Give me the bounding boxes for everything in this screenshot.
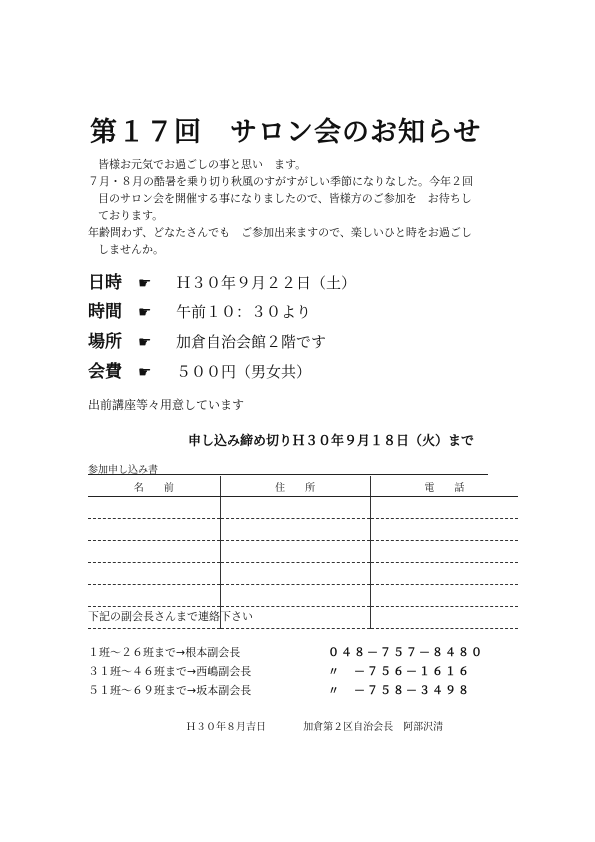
phone-cell[interactable] xyxy=(370,607,518,629)
contact-phone: 〃 －７５６－１６１６ xyxy=(328,664,471,678)
address-cell[interactable] xyxy=(220,585,370,607)
name-cell[interactable] xyxy=(88,519,220,541)
detail-fee xyxy=(88,357,311,382)
address-cell[interactable] xyxy=(220,563,370,585)
phone-cell[interactable] xyxy=(370,497,518,519)
page-title: 第１７回 サロン会のお知らせ xyxy=(90,117,482,148)
address-cell[interactable] xyxy=(220,541,370,563)
pointing-hand-icon: ☛ xyxy=(138,274,152,292)
form-row xyxy=(88,519,518,541)
column-header-phone: 電 話 xyxy=(370,476,518,497)
contact-row xyxy=(88,680,484,699)
form-label: 参加申し込み書 xyxy=(88,465,158,476)
intro-text xyxy=(88,156,528,258)
detail-label: 日時 xyxy=(88,273,122,293)
phone-cell[interactable] xyxy=(370,519,518,541)
detail-label: 時間 xyxy=(88,302,122,322)
footer xyxy=(186,718,443,733)
form-top-rule xyxy=(88,474,488,475)
contact-instruction: 下記の副会長さんまで連絡下さい xyxy=(88,610,253,623)
name-cell[interactable] xyxy=(88,585,220,607)
detail-value: 加倉自治会館２階です xyxy=(176,333,327,351)
pointing-hand-icon: ☛ xyxy=(138,333,152,351)
form-row xyxy=(88,497,518,519)
detail-label: 場所 xyxy=(88,332,122,352)
detail-time xyxy=(88,297,311,322)
koza-note: 出前講座等々用意しています xyxy=(88,398,245,412)
pointing-hand-icon: ☛ xyxy=(138,363,152,381)
intro-line: ７月・８月の酷暑を乗り切り秋風のすがすがしい季節になりなした。今年２回 xyxy=(88,175,473,188)
name-cell[interactable] xyxy=(88,563,220,585)
contact-group: １班～２６班まで→根本副会長 xyxy=(88,645,241,659)
application-form-table xyxy=(88,476,518,629)
issue-date: Ｈ３０年８月吉日 xyxy=(186,722,266,733)
intro-line: 皆様お元気でお過ごしの事と思い ます。 xyxy=(98,158,307,171)
contact-row xyxy=(88,661,484,680)
form-header-row xyxy=(88,476,518,497)
contact-group: ３１班～４６班まで→西嶋副会長 xyxy=(88,664,252,678)
detail-label: 会費 xyxy=(88,362,122,382)
detail-date xyxy=(88,268,356,293)
phone-cell[interactable] xyxy=(370,541,518,563)
contact-phone: 〃 －７５８－３４９８ xyxy=(328,683,471,697)
address-cell[interactable] xyxy=(220,519,370,541)
name-cell[interactable] xyxy=(88,497,220,519)
detail-value: Ｈ３０年９月２２日（土） xyxy=(176,274,357,292)
name-cell[interactable] xyxy=(88,541,220,563)
intro-line: 目のサロン会を開催する事になりましたので、皆様方のご参加を お待ちし xyxy=(98,192,472,205)
intro-line: ております。 xyxy=(98,209,164,222)
column-header-address: 住 所 xyxy=(220,476,370,497)
form-row xyxy=(88,563,518,585)
detail-place xyxy=(88,327,326,352)
detail-value: ５００円（男女共） xyxy=(176,363,312,381)
phone-cell[interactable] xyxy=(370,563,518,585)
form-row xyxy=(88,541,518,563)
deadline-notice: 申し込み締め切りＨ３０年９月１８日（火）まで xyxy=(188,434,475,449)
pointing-hand-icon: ☛ xyxy=(138,303,152,321)
contact-phone: ０４８－７５７－８４８０ xyxy=(328,645,484,659)
detail-value: 午前１０：３０より xyxy=(176,303,312,321)
contact-list xyxy=(88,642,484,699)
column-header-name: 名 前 xyxy=(88,476,220,497)
contact-group: ５１班～６９班まで→坂本副会長 xyxy=(88,683,252,697)
form-row xyxy=(88,585,518,607)
address-cell[interactable] xyxy=(220,497,370,519)
contact-row xyxy=(88,642,484,661)
signature: 加倉第２区自治会長 阿部沢清 xyxy=(303,722,444,733)
intro-line: しませんか。 xyxy=(98,243,164,256)
intro-line: 年齢問わず、どなたさんでも ご参加出来ますので、楽しいひと時をお過ごし xyxy=(88,226,472,239)
phone-cell[interactable] xyxy=(370,585,518,607)
